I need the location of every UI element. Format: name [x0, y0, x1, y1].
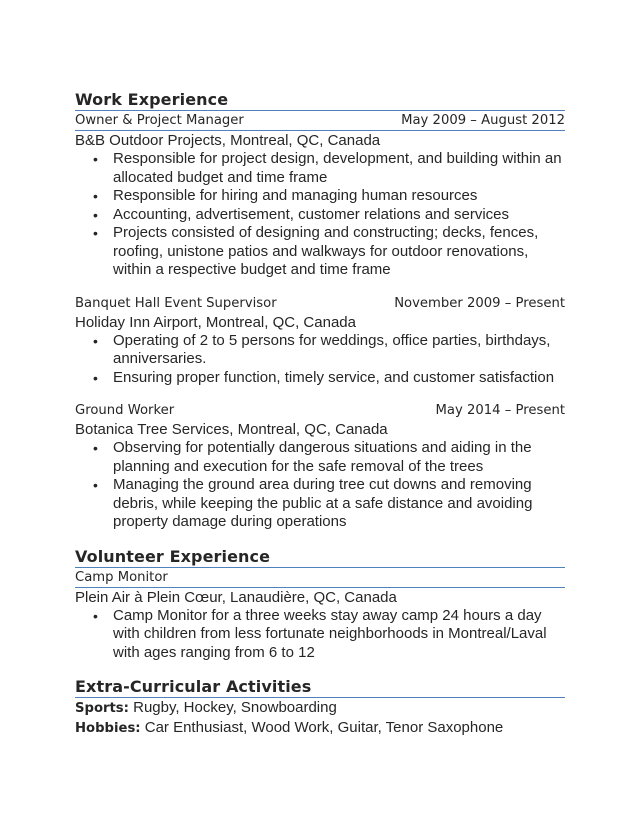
job-company: Holiday Inn Airport, Montreal, QC, Canada [75, 313, 356, 331]
job-entry [75, 294, 565, 388]
volunteer-role [75, 568, 565, 588]
hobbies-label: Hobbies: [75, 721, 141, 736]
hobbies-value: Car Enthusiast, Wood Work, Guitar, Tenor Saxophone [140, 719, 504, 736]
bullet-item: • Responsible for hiring and managing human resources [113, 187, 565, 206]
job-dates: November 2009 – Present [394, 295, 565, 311]
job-header [75, 401, 565, 420]
resume-page [75, 90, 565, 738]
volunteer-bullets [75, 607, 565, 663]
job-company: Botanica Tree Services, Montreal, QC, Canada [75, 421, 388, 438]
volunteer-company: Plein Air à Plein Cœur, Lanaudière, QC, Canada [75, 588, 397, 606]
job-entry [75, 111, 565, 280]
bullet-item: • Operating of 2 to 5 persons for weddings, office parties, birthdays, anniversaries. [113, 332, 565, 369]
sports-line [75, 698, 565, 718]
sports-value: Rugby, Hockey, Snowboarding [128, 699, 337, 716]
bullet-item: • Projects consisted of designing and constructing; decks, fences, roofing, unistone patios and walkways for outdoor renovations, within a respective budget and time frame [113, 224, 565, 280]
job-bullets [75, 150, 565, 280]
bullet-item: • Responsible for project design, development, and building within an allocated budget and time frame [113, 150, 565, 187]
work-experience-heading: Work Experience [75, 90, 565, 111]
job-dates: May 2014 – Present [435, 403, 565, 418]
extra-curricular-heading: Extra-Curricular Activities [75, 677, 565, 698]
job-role: Ground Worker [75, 403, 175, 418]
hobbies-line [75, 718, 565, 738]
sports-label: Sports: [75, 701, 129, 716]
job-bullets [75, 439, 565, 532]
bullet-item: • Camp Monitor for a three weeks stay away camp 24 hours a day with children from less fortunate neighborhoods in Montreal/Laval with ages ranging from 6 to 12 [113, 607, 565, 663]
job-role: Banquet Hall Event Supervisor [75, 295, 277, 311]
bullet-item: • Ensuring proper function, timely service, and customer satisfaction [113, 369, 565, 388]
bullet-item: • Managing the ground area during tree cut downs and removing debris, while keeping the public at a safe distance and avoiding property damage during operations [113, 476, 565, 532]
job-header [75, 111, 565, 131]
volunteer-experience-heading: Volunteer Experience [75, 547, 565, 568]
bullet-item: • Accounting, advertisement, customer relations and services [113, 206, 565, 225]
job-dates: May 2009 – August 2012 [401, 113, 565, 128]
job-entry [75, 401, 565, 532]
job-role: Camp Monitor [75, 569, 168, 585]
job-role: Owner & Project Manager [75, 113, 244, 128]
job-company: B&B Outdoor Projects, Montreal, QC, Canada [75, 132, 381, 149]
bullet-item: • Observing for potentially dangerous situations and aiding in the planning and execution for the safe removal of the trees [113, 439, 565, 476]
job-bullets [75, 332, 565, 388]
job-header [75, 294, 565, 313]
